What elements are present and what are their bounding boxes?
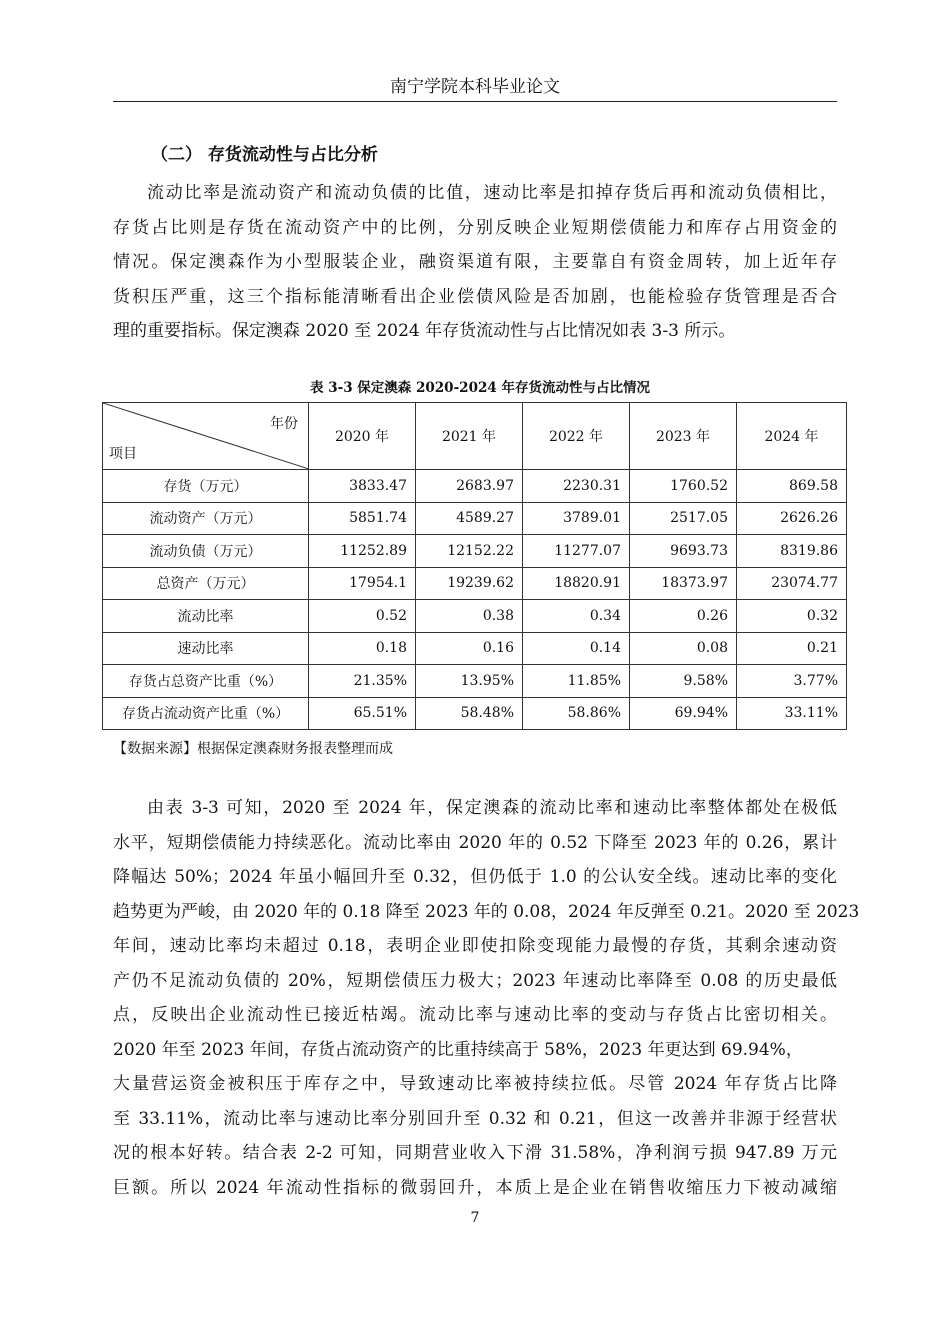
table-cell: 5851.74 [309,502,416,535]
analysis-line: 降幅达 50%；2024 年虽小幅回升至 0.32，但仍低于 1.0 的公认安全线。速动比率的变化 [113,867,837,887]
analysis-line: 产仍不足流动负债的 20%，短期偿债压力极大；2023 年速动比率降至 0.08 的历史最低 [113,970,837,991]
table-header-row [103,403,847,470]
table-cell: 0.38 [416,600,523,633]
page-header-title: 南宁学院本科毕业论文 [390,77,560,97]
header-divider [113,101,837,102]
analysis-line: 趋势更为严峻，由 2020 年的 0.18 降至 2023 年的 0.08，2024 年反弹至 0.21。2020 至 2023 [113,901,860,922]
table-cell: 3789.01 [523,502,630,535]
intro-line: 情况。保定澳森作为小型服装企业，融资渠道有限，主要靠自有资金周转，加上近年存 [113,252,837,272]
analysis-line: 况的根本好转。结合表 2-2 可知，同期营业收入下滑 31.58%，净利润亏损 947.89 万元 [113,1143,837,1163]
table-cell: 0.52 [309,600,416,633]
table-cell: 4589.27 [416,502,523,535]
analysis-line: 大量营运资金被积压于库存之中，导致速动比率被持续拉低。尽管 2024 年存货占比降 [113,1074,837,1094]
table-row [103,600,847,633]
table-row [103,470,847,503]
table-cell: 69.94% [630,697,737,730]
row-label: 存货占流动资产比重（%） [103,697,309,730]
intro-line: 存货占比则是存货在流动资产中的比例，分别反映企业短期偿债能力和库存占用资金的 [113,217,837,238]
table-row [103,502,847,535]
table-cell: 869.58 [737,470,847,503]
table-cell: 33.11% [737,697,847,730]
table-cell: 8319.86 [737,535,847,568]
table-row [103,632,847,665]
page-number: 7 [470,1210,480,1226]
year-header: 2024 年 [737,403,847,470]
row-label: 速动比率 [103,632,309,665]
table-cell: 0.32 [737,600,847,633]
year-header: 2020 年 [309,403,416,470]
table-cell: 0.18 [309,632,416,665]
row-label: 存货（万元） [103,470,309,503]
table-cell: 18820.91 [523,567,630,600]
analysis-line: 点，反映出企业流动性已接近枯竭。流动比率与速动比率的变动与存货占比密切相关。 [113,1005,837,1025]
table-source-note: 【数据来源】根据保定澳森财务报表整理而成 [113,741,393,757]
year-header: 2021 年 [416,403,523,470]
table-cell: 58.48% [416,697,523,730]
table-cell: 3833.47 [309,470,416,503]
table-cell: 11.85% [523,665,630,698]
table-cell: 0.14 [523,632,630,665]
table-cell: 1760.52 [630,470,737,503]
table-cell: 12152.22 [416,535,523,568]
table-row [103,697,847,730]
row-label: 存货占总资产比重（%） [103,665,309,698]
analysis-line: 至 33.11%，流动比率与速动比率分别回升至 0.32 和 0.21，但这一改善并非源于经营状 [113,1108,837,1129]
inventory-liquidity-table [102,402,847,730]
table-cell: 21.35% [309,665,416,698]
analysis-line: 由表 3-3 可知，2020 至 2024 年，保定澳森的流动比率和速动比率整体都处在极低 [147,798,837,818]
table-cell: 0.16 [416,632,523,665]
row-label: 总资产（万元） [103,567,309,600]
table-cell: 2230.31 [523,470,630,503]
table-row [103,535,847,568]
intro-paragraph [113,176,837,349]
table-cell: 0.34 [523,600,630,633]
analysis-paragraph [113,791,860,1205]
table-cell: 0.21 [737,632,847,665]
table-corner-cell [103,403,309,470]
analysis-line: 年间，速动比率均未超过 0.18，表明企业即使扣除变现能力最慢的存货，其剩余速动资 [113,936,837,956]
corner-item-label: 项目 [109,446,137,462]
row-label: 流动资产（万元） [103,502,309,535]
row-label: 流动负债（万元） [103,535,309,568]
intro-line: 流动比率是流动资产和流动负债的比值，速动比率是扣掉存货后再和流动负债相比， [147,183,837,203]
table-cell: 0.26 [630,600,737,633]
row-label: 流动比率 [103,600,309,633]
table-cell: 58.86% [523,697,630,730]
table-cell: 0.08 [630,632,737,665]
analysis-line: 巨额。所以 2024 年流动性指标的微弱回升，本质上是企业在销售收缩压力下被动减缩 [113,1177,837,1198]
table-cell: 9.58% [630,665,737,698]
analysis-line: 水平，短期偿债能力持续恶化。流动比率由 2020 年的 0.52 下降至 2023 年的 0.26，累计 [113,832,837,853]
intro-line: 理的重要指标。保定澳森 2020 至 2024 年存货流动性与占比情况如表 3-3 所示。 [113,321,736,341]
table-cell: 9693.73 [630,535,737,568]
table-cell: 17954.1 [309,567,416,600]
table-cell: 11277.07 [523,535,630,568]
table-cell: 18373.97 [630,567,737,600]
table-cell: 11252.89 [309,535,416,568]
section-heading: （二） 存货流动性与占比分析 [151,145,378,165]
table-cell: 19239.62 [416,567,523,600]
analysis-line: 2020 年至 2023 年间，存货占流动资产的比重持续高于 58%，2023 年更达到 69.94%， [113,1039,803,1060]
table-cell: 3.77% [737,665,847,698]
year-header: 2022 年 [523,403,630,470]
table-cell: 65.51% [309,697,416,730]
table-caption: 表 3-3 保定澳森 2020-2024 年存货流动性与占比情况 [310,380,650,396]
year-header: 2023 年 [630,403,737,470]
table-row [103,567,847,600]
table-cell: 2517.05 [630,502,737,535]
table-cell: 2683.97 [416,470,523,503]
table-cell: 23074.77 [737,567,847,600]
table-cell: 13.95% [416,665,523,698]
intro-line: 货积压严重，这三个指标能清晰看出企业偿债风险是否加剧，也能检验存货管理是否合 [113,286,837,307]
table-row [103,665,847,698]
corner-year-label: 年份 [270,416,298,432]
table-cell: 2626.26 [737,502,847,535]
